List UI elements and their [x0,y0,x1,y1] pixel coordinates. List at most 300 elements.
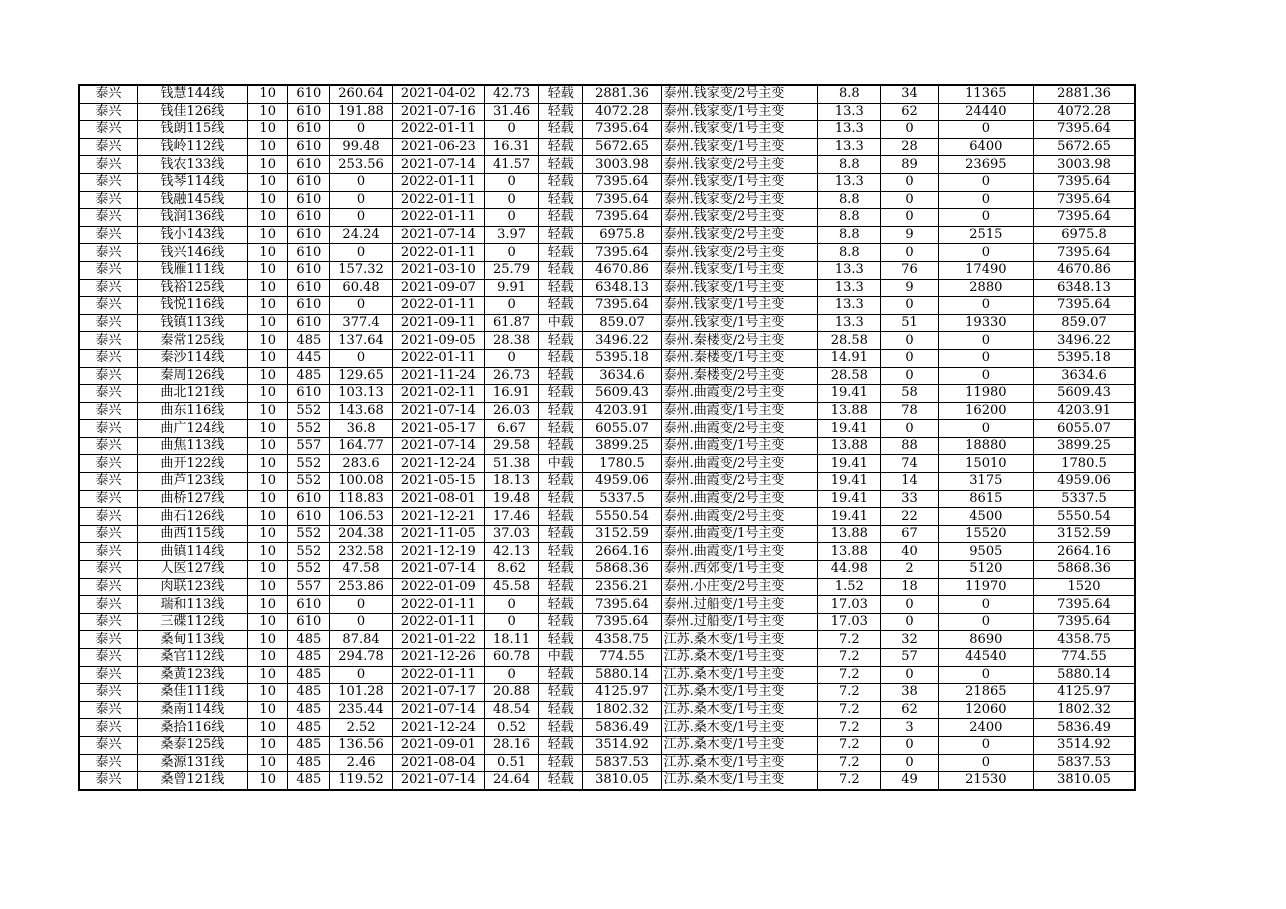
value-cell: 21865 [938,684,1033,702]
table-row [79,754,1135,772]
count-cell: 0 [881,349,938,367]
district-cell: 泰兴 [79,525,137,543]
value-cell: 0 [938,420,1033,438]
load-rate-cell: 0 [485,613,539,631]
value-cell: 8615 [938,490,1033,508]
count-cell: 38 [881,684,938,702]
value-cell: 0 [938,613,1033,631]
line-name-cell: 桑南114线 [137,701,247,719]
remaining-capacity-cell: 7395.64 [1034,297,1135,315]
date-cell: 2021-12-24 [392,455,484,473]
available-capacity-cell: 5337.5 [583,490,661,508]
load-level-cell: 轻载 [539,85,583,103]
max-current-cell: 118.83 [330,490,392,508]
voltage-cell: 10 [248,754,288,772]
available-capacity-cell: 3514.92 [583,736,661,754]
remaining-capacity-cell: 6975.8 [1034,226,1135,244]
available-capacity-cell: 3810.05 [583,772,661,790]
transformer-cell: 江苏.桑木变/1号主变 [661,736,818,754]
transformer-capacity-cell: 7.2 [818,736,881,754]
district-cell: 泰兴 [79,578,137,596]
transformer-cell: 泰州.曲霞变/1号主变 [661,437,818,455]
available-capacity-cell: 7395.64 [583,121,661,139]
rated-current-cell: 610 [288,244,330,262]
load-level-cell: 轻载 [539,719,583,737]
max-current-cell: 0 [330,349,392,367]
table-row [79,596,1135,614]
transformer-cell: 泰州.钱家变/1号主变 [661,261,818,279]
table-row [79,561,1135,579]
rated-current-cell: 485 [288,367,330,385]
remaining-capacity-cell: 6055.07 [1034,420,1135,438]
transformer-cell: 泰州.钱家变/1号主变 [661,103,818,121]
transformer-capacity-cell: 19.41 [818,385,881,403]
value-cell: 0 [938,332,1033,350]
load-level-cell: 轻载 [539,138,583,156]
count-cell: 76 [881,261,938,279]
rated-current-cell: 610 [288,121,330,139]
load-rate-cell: 16.91 [485,385,539,403]
rated-current-cell: 610 [288,209,330,227]
load-rate-cell: 9.91 [485,279,539,297]
available-capacity-cell: 7395.64 [583,596,661,614]
voltage-cell: 10 [248,103,288,121]
transformer-capacity-cell: 7.2 [818,631,881,649]
load-rate-cell: 20.88 [485,684,539,702]
load-rate-cell: 41.57 [485,156,539,174]
remaining-capacity-cell: 7395.64 [1034,613,1135,631]
transformer-cell: 泰州.钱家变/1号主变 [661,138,818,156]
table-row [79,314,1135,332]
table-row [79,543,1135,561]
transformer-capacity-cell: 13.3 [818,121,881,139]
value-cell: 6400 [938,138,1033,156]
district-cell: 泰兴 [79,103,137,121]
transformer-capacity-cell: 17.03 [818,613,881,631]
rated-current-cell: 610 [288,613,330,631]
district-cell: 泰兴 [79,701,137,719]
table-row [79,666,1135,684]
max-current-cell: 377.4 [330,314,392,332]
date-cell: 2021-09-07 [392,279,484,297]
transformer-capacity-cell: 7.2 [818,701,881,719]
date-cell: 2021-09-05 [392,332,484,350]
load-rate-cell: 0 [485,121,539,139]
date-cell: 2022-01-11 [392,613,484,631]
load-level-cell: 轻载 [539,121,583,139]
transformer-capacity-cell: 13.88 [818,402,881,420]
count-cell: 18 [881,578,938,596]
count-cell: 28 [881,138,938,156]
value-cell: 15010 [938,455,1033,473]
table-row [79,138,1135,156]
line-name-cell: 曲广124线 [137,420,247,438]
rated-current-cell: 610 [288,490,330,508]
line-name-cell: 曲石126线 [137,508,247,526]
value-cell: 0 [938,596,1033,614]
rated-current-cell: 610 [288,103,330,121]
line-name-cell: 钱兴146线 [137,244,247,262]
count-cell: 0 [881,332,938,350]
load-level-cell: 轻载 [539,772,583,790]
available-capacity-cell: 7395.64 [583,191,661,209]
load-level-cell: 轻载 [539,156,583,174]
load-rate-cell: 0 [485,297,539,315]
voltage-cell: 10 [248,649,288,667]
count-cell: 0 [881,596,938,614]
count-cell: 78 [881,402,938,420]
value-cell: 0 [938,736,1033,754]
line-name-cell: 钱朗115线 [137,121,247,139]
value-cell: 2515 [938,226,1033,244]
voltage-cell: 10 [248,173,288,191]
table-row [79,455,1135,473]
max-current-cell: 87.84 [330,631,392,649]
load-level-cell: 中载 [539,649,583,667]
load-rate-cell: 45.58 [485,578,539,596]
rated-current-cell: 610 [288,191,330,209]
count-cell: 0 [881,209,938,227]
value-cell: 11365 [938,85,1033,103]
line-name-cell: 桑甸113线 [137,631,247,649]
table-row [79,385,1135,403]
rated-current-cell: 485 [288,649,330,667]
district-cell: 泰兴 [79,332,137,350]
table-row [79,508,1135,526]
date-cell: 2021-07-14 [392,226,484,244]
load-rate-cell: 0 [485,244,539,262]
transformer-cell: 泰州.小庄变/2号主变 [661,578,818,596]
load-rate-cell: 31.46 [485,103,539,121]
voltage-cell: 10 [248,490,288,508]
load-level-cell: 中载 [539,314,583,332]
table-row [79,701,1135,719]
available-capacity-cell: 7395.64 [583,173,661,191]
count-cell: 14 [881,473,938,491]
district-cell: 泰兴 [79,543,137,561]
district-cell: 泰兴 [79,437,137,455]
district-cell: 泰兴 [79,121,137,139]
line-name-cell: 钱小143线 [137,226,247,244]
load-rate-cell: 16.31 [485,138,539,156]
transformer-capacity-cell: 19.41 [818,508,881,526]
remaining-capacity-cell: 859.07 [1034,314,1135,332]
transformer-capacity-cell: 8.8 [818,226,881,244]
line-name-cell: 曲焦113线 [137,437,247,455]
date-cell: 2021-02-11 [392,385,484,403]
transformer-cell: 泰州.曲霞变/2号主变 [661,385,818,403]
table-row [79,261,1135,279]
value-cell: 2880 [938,279,1033,297]
line-name-cell: 钱润136线 [137,209,247,227]
available-capacity-cell: 4959.06 [583,473,661,491]
date-cell: 2021-11-05 [392,525,484,543]
voltage-cell: 10 [248,473,288,491]
line-name-cell: 钱佳126线 [137,103,247,121]
table-row [79,367,1135,385]
table-row [79,156,1135,174]
rated-current-cell: 552 [288,473,330,491]
district-cell: 泰兴 [79,191,137,209]
transformer-capacity-cell: 13.3 [818,103,881,121]
district-cell: 泰兴 [79,244,137,262]
count-cell: 32 [881,631,938,649]
max-current-cell: 47.58 [330,561,392,579]
available-capacity-cell: 6975.8 [583,226,661,244]
table-row [79,649,1135,667]
load-level-cell: 轻载 [539,191,583,209]
remaining-capacity-cell: 4358.75 [1034,631,1135,649]
date-cell: 2021-08-04 [392,754,484,772]
line-name-cell: 钱慧144线 [137,85,247,103]
count-cell: 40 [881,543,938,561]
available-capacity-cell: 4072.28 [583,103,661,121]
count-cell: 74 [881,455,938,473]
table-row [79,332,1135,350]
transformer-cell: 泰州.曲霞变/2号主变 [661,455,818,473]
count-cell: 88 [881,437,938,455]
rated-current-cell: 552 [288,402,330,420]
transformer-cell: 泰州.钱家变/2号主变 [661,226,818,244]
line-name-cell: 桑曾121线 [137,772,247,790]
voltage-cell: 10 [248,561,288,579]
count-cell: 0 [881,244,938,262]
count-cell: 9 [881,226,938,244]
rated-current-cell: 610 [288,156,330,174]
max-current-cell: 101.28 [330,684,392,702]
count-cell: 22 [881,508,938,526]
voltage-cell: 10 [248,261,288,279]
load-level-cell: 轻载 [539,420,583,438]
voltage-cell: 10 [248,226,288,244]
transformer-cell: 江苏.桑木变/1号主变 [661,719,818,737]
value-cell: 24440 [938,103,1033,121]
load-rate-cell: 42.13 [485,543,539,561]
count-cell: 0 [881,754,938,772]
value-cell: 0 [938,349,1033,367]
max-current-cell: 164.77 [330,437,392,455]
line-name-cell: 秦常125线 [137,332,247,350]
transformer-capacity-cell: 7.2 [818,719,881,737]
transformer-cell: 泰州.曲霞变/2号主变 [661,508,818,526]
table-body [79,85,1135,790]
table-row [79,473,1135,491]
rated-current-cell: 445 [288,349,330,367]
transformer-cell: 泰州.钱家变/2号主变 [661,191,818,209]
transformer-cell: 江苏.桑木变/1号主变 [661,631,818,649]
transformer-capacity-cell: 19.41 [818,420,881,438]
district-cell: 泰兴 [79,649,137,667]
available-capacity-cell: 7395.64 [583,297,661,315]
date-cell: 2021-12-26 [392,649,484,667]
line-name-cell: 钱农133线 [137,156,247,174]
value-cell: 0 [938,297,1033,315]
load-level-cell: 轻载 [539,578,583,596]
voltage-cell: 10 [248,156,288,174]
count-cell: 9 [881,279,938,297]
district-cell: 泰兴 [79,85,137,103]
available-capacity-cell: 859.07 [583,314,661,332]
value-cell: 0 [938,367,1033,385]
available-capacity-cell: 2664.16 [583,543,661,561]
remaining-capacity-cell: 5550.54 [1034,508,1135,526]
max-current-cell: 235.44 [330,701,392,719]
transformer-capacity-cell: 13.3 [818,173,881,191]
line-name-cell: 钱悦116线 [137,297,247,315]
line-name-cell: 桑佳111线 [137,684,247,702]
line-name-cell: 桑官112线 [137,649,247,667]
load-level-cell: 轻载 [539,561,583,579]
table-row [79,772,1135,790]
table-row [79,736,1135,754]
available-capacity-cell: 774.55 [583,649,661,667]
value-cell: 21530 [938,772,1033,790]
rated-current-cell: 485 [288,631,330,649]
rated-current-cell: 485 [288,736,330,754]
remaining-capacity-cell: 774.55 [1034,649,1135,667]
transformer-capacity-cell: 8.8 [818,191,881,209]
load-rate-cell: 19.48 [485,490,539,508]
district-cell: 泰兴 [79,402,137,420]
value-cell: 9505 [938,543,1033,561]
table-row [79,684,1135,702]
available-capacity-cell: 6055.07 [583,420,661,438]
transformer-cell: 江苏.桑木变/1号主变 [661,649,818,667]
transformer-capacity-cell: 13.3 [818,297,881,315]
voltage-cell: 10 [248,666,288,684]
district-cell: 泰兴 [79,349,137,367]
max-current-cell: 191.88 [330,103,392,121]
voltage-cell: 10 [248,402,288,420]
transformer-capacity-cell: 7.2 [818,649,881,667]
rated-current-cell: 485 [288,772,330,790]
load-level-cell: 轻载 [539,666,583,684]
date-cell: 2021-12-21 [392,508,484,526]
date-cell: 2021-07-14 [392,701,484,719]
remaining-capacity-cell: 5868.36 [1034,561,1135,579]
rated-current-cell: 552 [288,543,330,561]
count-cell: 58 [881,385,938,403]
available-capacity-cell: 4670.86 [583,261,661,279]
table-row [79,297,1135,315]
max-current-cell: 0 [330,666,392,684]
value-cell: 0 [938,666,1033,684]
voltage-cell: 10 [248,701,288,719]
date-cell: 2022-01-11 [392,349,484,367]
count-cell: 33 [881,490,938,508]
table-row [79,279,1135,297]
transformer-capacity-cell: 7.2 [818,772,881,790]
load-rate-cell: 51.38 [485,455,539,473]
line-name-cell: 曲桥127线 [137,490,247,508]
load-rate-cell: 18.13 [485,473,539,491]
available-capacity-cell: 4125.97 [583,684,661,702]
line-name-cell: 瑞和113线 [137,596,247,614]
rated-current-cell: 610 [288,508,330,526]
load-rate-cell: 42.73 [485,85,539,103]
rated-current-cell: 552 [288,455,330,473]
voltage-cell: 10 [248,772,288,790]
load-level-cell: 轻载 [539,631,583,649]
rated-current-cell: 610 [288,261,330,279]
value-cell: 3175 [938,473,1033,491]
date-cell: 2022-01-11 [392,191,484,209]
remaining-capacity-cell: 6348.13 [1034,279,1135,297]
load-level-cell: 轻载 [539,385,583,403]
transformer-cell: 泰州.秦楼变/2号主变 [661,367,818,385]
available-capacity-cell: 5880.14 [583,666,661,684]
remaining-capacity-cell: 7395.64 [1034,596,1135,614]
table-row [79,121,1135,139]
load-level-cell: 轻载 [539,279,583,297]
load-rate-cell: 28.16 [485,736,539,754]
remaining-capacity-cell: 7395.64 [1034,244,1135,262]
voltage-cell: 10 [248,314,288,332]
voltage-cell: 10 [248,191,288,209]
district-cell: 泰兴 [79,138,137,156]
max-current-cell: 106.53 [330,508,392,526]
table-row [79,402,1135,420]
district-cell: 泰兴 [79,561,137,579]
max-current-cell: 253.56 [330,156,392,174]
remaining-capacity-cell: 2881.36 [1034,85,1135,103]
max-current-cell: 253.86 [330,578,392,596]
line-name-cell: 曲东116线 [137,402,247,420]
max-current-cell: 103.13 [330,385,392,403]
transformer-cell: 泰州.西郊变/1号主变 [661,561,818,579]
load-rate-cell: 0 [485,596,539,614]
load-rate-cell: 0 [485,209,539,227]
district-cell: 泰兴 [79,508,137,526]
voltage-cell: 10 [248,508,288,526]
rated-current-cell: 610 [288,85,330,103]
remaining-capacity-cell: 5337.5 [1034,490,1135,508]
table-row [79,103,1135,121]
value-cell: 16200 [938,402,1033,420]
load-rate-cell: 8.62 [485,561,539,579]
line-name-cell: 桑黄123线 [137,666,247,684]
load-level-cell: 轻载 [539,173,583,191]
rated-current-cell: 610 [288,173,330,191]
transformer-cell: 泰州.钱家变/1号主变 [661,279,818,297]
date-cell: 2021-06-23 [392,138,484,156]
transformer-cell: 泰州.秦楼变/2号主变 [661,332,818,350]
district-cell: 泰兴 [79,279,137,297]
line-name-cell: 曲北121线 [137,385,247,403]
value-cell: 0 [938,244,1033,262]
max-current-cell: 36.8 [330,420,392,438]
count-cell: 3 [881,719,938,737]
transformer-cell: 泰州.曲霞变/1号主变 [661,402,818,420]
load-level-cell: 轻载 [539,437,583,455]
line-name-cell: 钱裕125线 [137,279,247,297]
transformer-capacity-cell: 1.52 [818,578,881,596]
max-current-cell: 136.56 [330,736,392,754]
voltage-cell: 10 [248,631,288,649]
available-capacity-cell: 3899.25 [583,437,661,455]
district-cell: 泰兴 [79,455,137,473]
transformer-cell: 江苏.桑木变/1号主变 [661,701,818,719]
voltage-cell: 10 [248,420,288,438]
remaining-capacity-cell: 4670.86 [1034,261,1135,279]
remaining-capacity-cell: 5672.65 [1034,138,1135,156]
transformer-cell: 江苏.桑木变/1号主变 [661,754,818,772]
max-current-cell: 2.52 [330,719,392,737]
count-cell: 57 [881,649,938,667]
load-rate-cell: 29.58 [485,437,539,455]
line-name-cell: 秦沙114线 [137,349,247,367]
load-rate-cell: 48.54 [485,701,539,719]
